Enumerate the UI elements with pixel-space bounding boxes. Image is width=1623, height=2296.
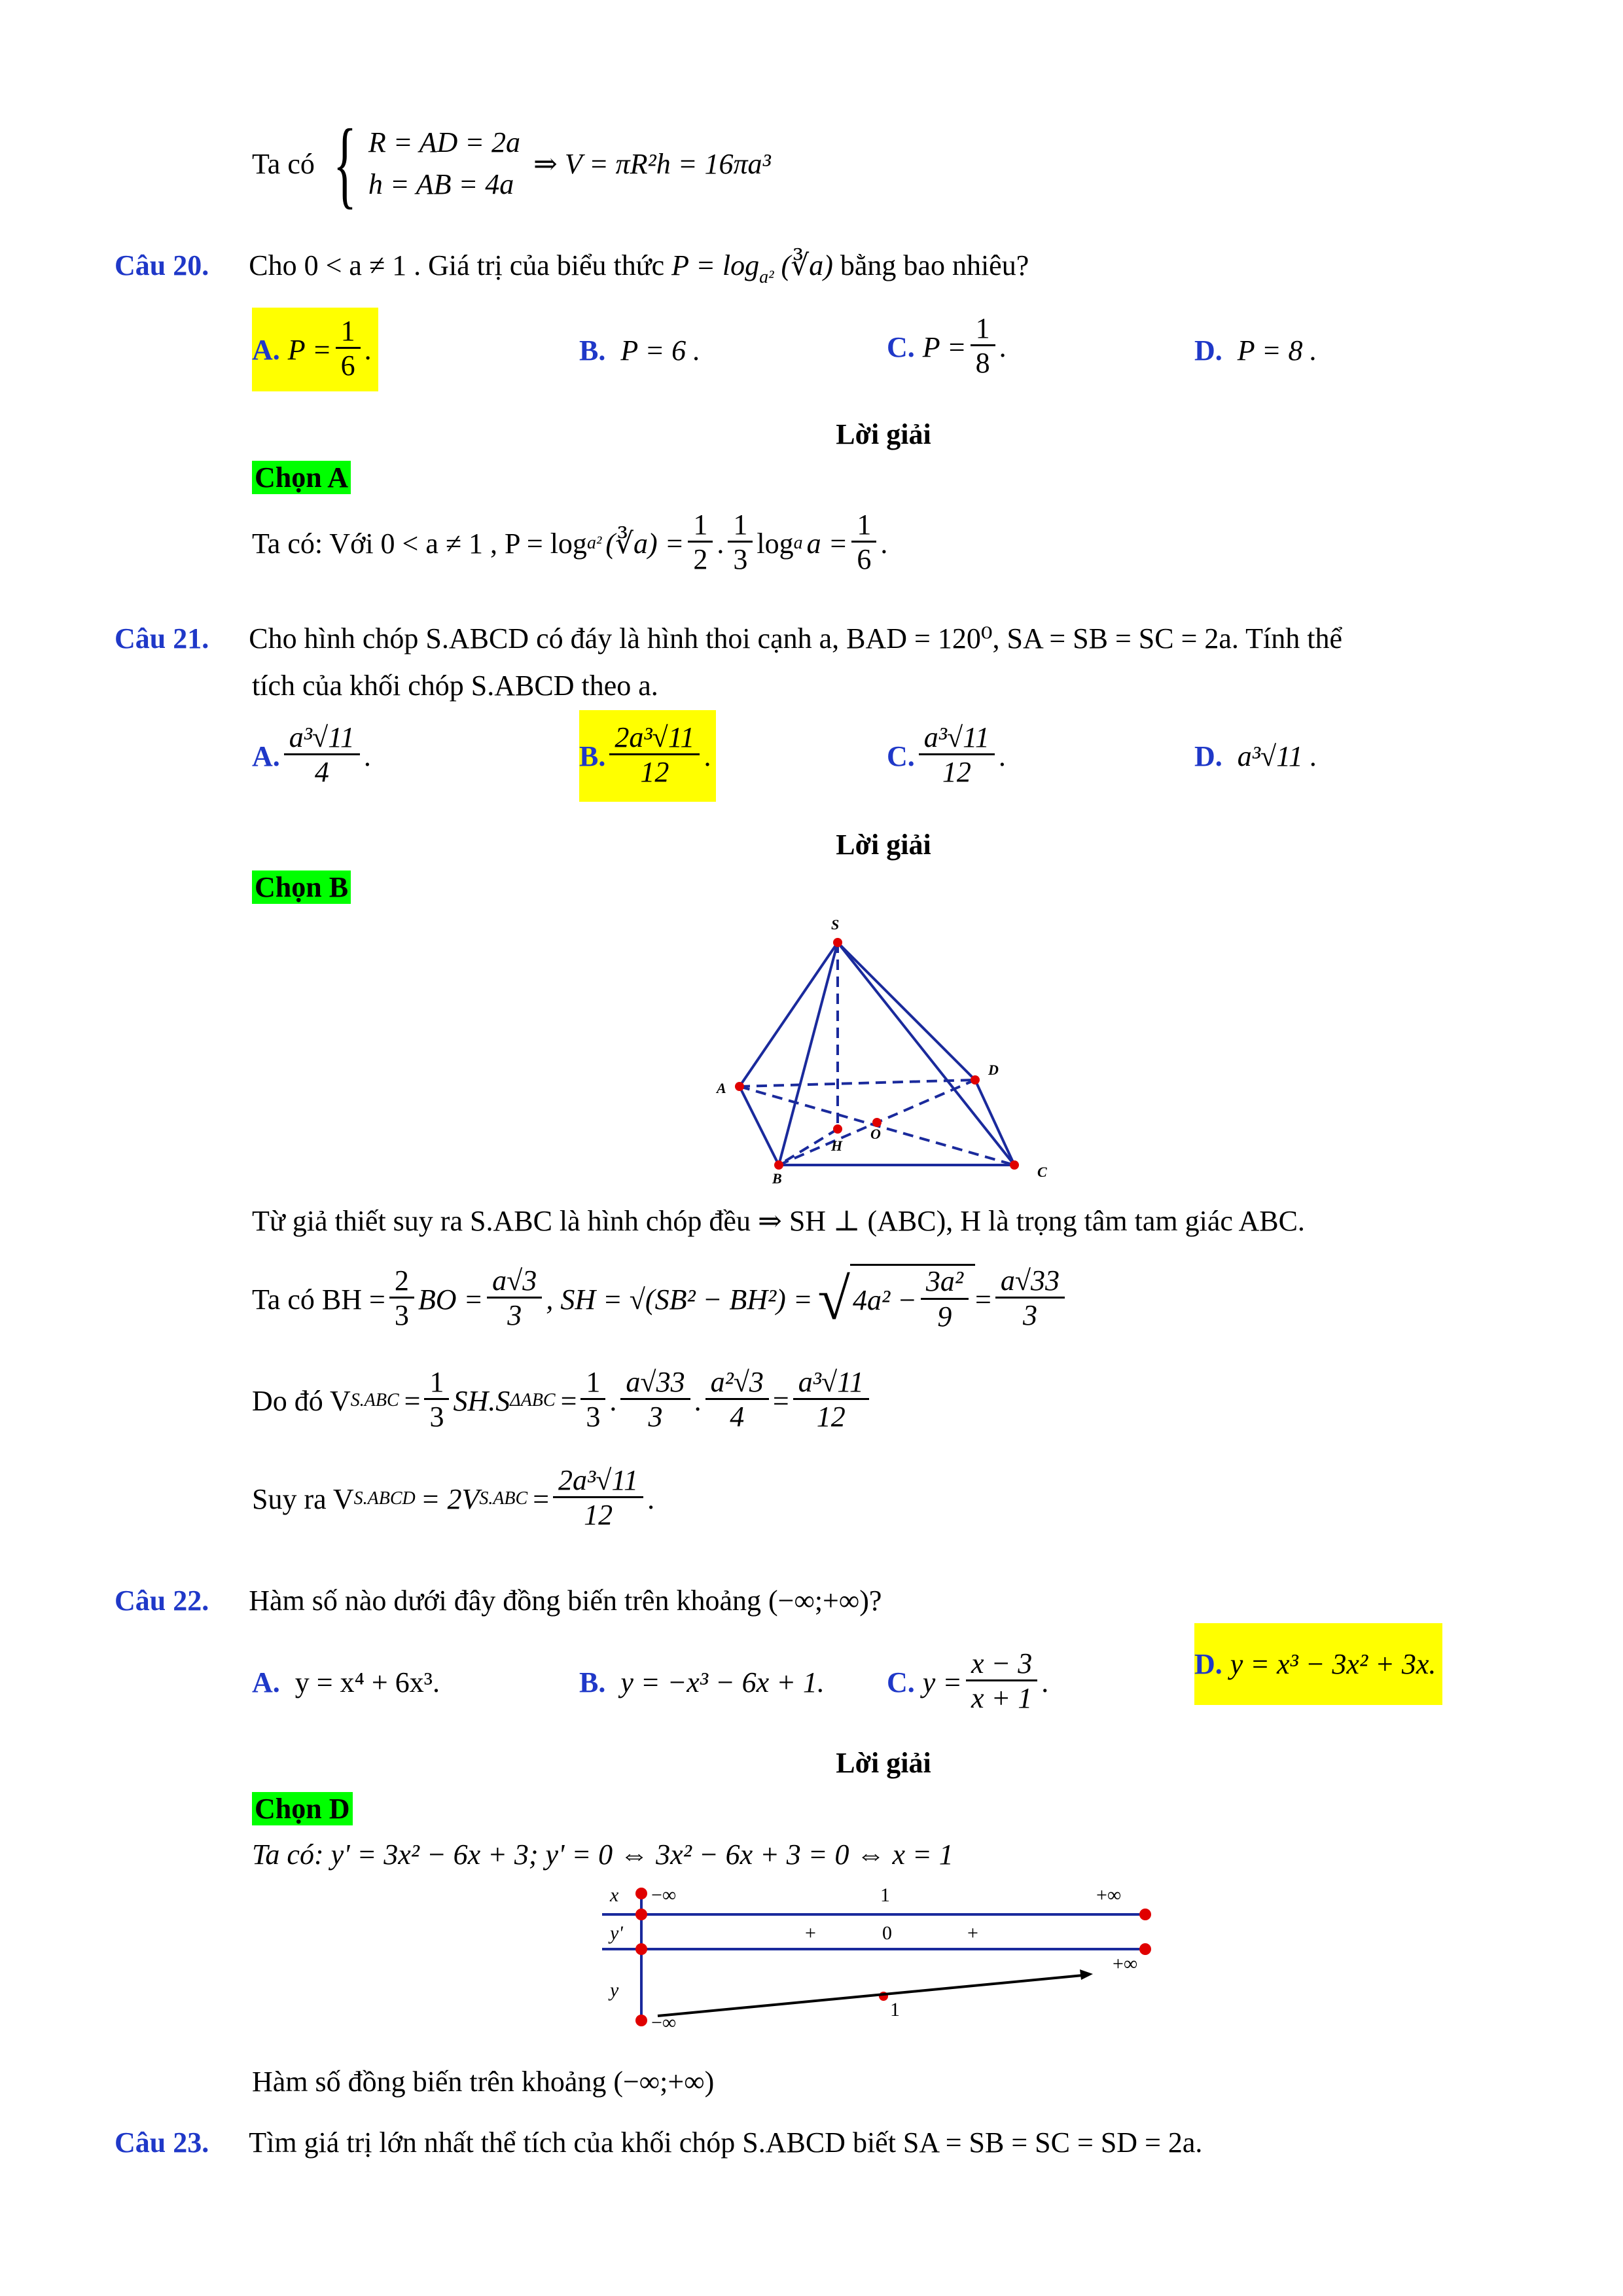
q20-chosen: Chọn A (252, 461, 351, 494)
q22-label: Câu 22. (115, 1585, 209, 1617)
option-pre: P = (287, 333, 332, 366)
frac-num: a³√11 (793, 1367, 869, 1400)
tbl-y: y (610, 1979, 619, 2001)
label-B: B (772, 1170, 782, 1185)
q21-option-d[interactable] (1194, 740, 1317, 773)
frac-num: a√33 (620, 1367, 690, 1400)
edge-SD (838, 942, 975, 1080)
q22-conclusion: Hàm số đồng biến trên khoảng (−∞;+∞) (252, 2066, 715, 2098)
q22-text: Hàm số nào dưới đây đồng biến trên khoảng (−∞;+∞)? (249, 1585, 882, 1617)
sol-eq: = (975, 1283, 991, 1316)
sol-sub2: S.ABC (479, 1488, 528, 1509)
option-letter: D. (1194, 1648, 1222, 1680)
frac-num: a√3 (487, 1265, 542, 1299)
frac-num: a³√11 (284, 722, 360, 755)
q22-sol (252, 1838, 954, 1871)
tbl-minf: −∞ (651, 1884, 677, 1906)
sol-text: Ta có: Với 0 < a ≠ 1 , P = log (252, 527, 587, 560)
sol-text: Ta có BH = (252, 1283, 385, 1316)
edge-SB (779, 942, 838, 1165)
frac-den: 6 (857, 543, 872, 576)
option-value: y = x³ − 3x² + 3x. (1230, 1648, 1436, 1680)
frac-den: 3 (1022, 1299, 1037, 1332)
edge-AD (740, 1080, 975, 1086)
label-C: C (1037, 1164, 1047, 1180)
sol-sub2: ΔABC (510, 1390, 556, 1410)
frac-num: x − 3 (966, 1648, 1037, 1681)
point-1 (635, 1909, 647, 1920)
q23-text: Tìm giá trị lớn nhất thể tích của khối chóp S.ABCD biết SA = SB = SC = SD = 2a. (249, 2126, 1203, 2159)
q20-text-post: bằng bao nhiêu? (840, 249, 1029, 281)
top-lead: Ta có (252, 147, 315, 180)
point-H (833, 1124, 842, 1134)
option-letter: D. (1194, 740, 1222, 772)
frac-den: 6 (340, 350, 355, 382)
q21-sol-line1: Từ giả thiết suy ra S.ABC là hình chóp đều ⇒ SH ⊥ (ABC), H là trọng tâm tam giác ABC. (252, 1205, 1305, 1237)
frac-den: 3 (733, 543, 748, 576)
q21-option-a[interactable]: A. $\frac{\text{a³√11}}{4}$ . (252, 713, 371, 798)
tbl-y-minf: −∞ (651, 2012, 677, 2034)
frac-num: a³√11 (919, 722, 995, 755)
option-letter: B. (579, 1666, 606, 1698)
frac-num: 2a³√11 (609, 722, 700, 755)
q21-sol-line4: Suy ra V S.ABCD = 2V S.ABC = $\frac{\text{2a³√11}}{12}$ . (252, 1456, 654, 1541)
label-O: O (870, 1126, 881, 1142)
point-3 (1139, 1909, 1151, 1920)
option-value: P = 8 . (1237, 334, 1317, 367)
q21-text: Cho hình chóp S.ABCD có đáy là hình thoi cạnh a, BAD = 120⁰, SA = SB = SC = 2a. Tính thể (249, 622, 1342, 655)
frac-num: 2 (389, 1265, 414, 1299)
frac-num: a√33 (995, 1265, 1065, 1299)
point-D (971, 1075, 980, 1085)
q23-stem (115, 2126, 1202, 2159)
point-S (833, 938, 842, 947)
q20-stem (115, 249, 1029, 288)
q22-chosen: Chọn D (252, 1792, 353, 1825)
option-value: a³√11 . (1237, 740, 1317, 772)
frac-num: 1 (728, 509, 753, 543)
sol-eq: = (533, 1482, 550, 1515)
frac-num: 1 (688, 509, 713, 543)
q20-solution: Ta có: Với 0 < a ≠ 1 , P = log a² (∛a) = $\frac{1}{2}$ . $\frac{1}{3}$ log a a = $\frac{1}{6}$ . (252, 504, 887, 583)
option-post: . (364, 333, 372, 366)
frac-den: 12 (816, 1401, 846, 1433)
point-A (735, 1082, 744, 1091)
point-bl (635, 2015, 647, 2026)
frac-den: 12 (584, 1499, 613, 1532)
edge-SA (740, 942, 838, 1086)
q20-option-a[interactable] (252, 308, 378, 391)
sol-mid: BO = (418, 1283, 484, 1316)
tbl-yp: y' (610, 1922, 623, 1944)
option-letter: C. (887, 1666, 915, 1698)
sol-base2: a (793, 533, 803, 553)
top-formula (252, 109, 771, 218)
tbl-x: x (610, 1884, 619, 1906)
arrow-head (1080, 1969, 1093, 1980)
frac-den: 9 (937, 1300, 952, 1333)
top-result: ⇒ V = πR²h = 16πa³ (533, 147, 771, 180)
tbl-plus-2: + (967, 1922, 978, 1944)
q22-option-b[interactable] (579, 1666, 825, 1699)
left-brace: { (332, 109, 357, 218)
frac-den: 12 (942, 756, 971, 789)
tbl-one: 1 (880, 1884, 890, 1906)
q21-sol-line2 (252, 1257, 1069, 1342)
pyramid-figure (694, 903, 1086, 1185)
q20-label: Câu 20. (115, 249, 209, 281)
option-value: y = x⁴ + 6x³. (294, 1666, 440, 1698)
sol-mid: = 2V (420, 1482, 480, 1515)
tbl-zero: 0 (882, 1922, 892, 1944)
frac-den: 3 (394, 1299, 409, 1332)
frac-num: 2a³√11 (553, 1465, 643, 1498)
sol-mid2: , SH = √(SB² − BH²) = (546, 1283, 813, 1316)
label-H: H (831, 1138, 843, 1154)
sol-arg: (∛a) = (605, 527, 685, 560)
edge-AB (740, 1086, 779, 1165)
q22-option-a[interactable] (252, 1666, 440, 1699)
q20-arg: (∛a) (781, 249, 833, 281)
frac-den: x + 1 (971, 1682, 1033, 1715)
frac-den: 3 (507, 1299, 522, 1332)
frac-den: 3 (586, 1401, 601, 1433)
sqrt-body (850, 1264, 975, 1334)
q21-chosen: Chọn B (252, 870, 351, 904)
q20-expr: P = log (671, 249, 760, 281)
q20-option-d[interactable] (1194, 334, 1317, 367)
q21-solution-title: Lời giải (836, 829, 931, 861)
frac-num: a²√3 (705, 1367, 769, 1400)
label-A: A (717, 1080, 726, 1096)
frac-num: 1 (580, 1367, 605, 1400)
option-post: . (1041, 1666, 1049, 1698)
sol-text: Suy ra V (252, 1482, 354, 1515)
sol-end: . (880, 527, 888, 560)
frac-den: 8 (975, 347, 990, 380)
point-2 (635, 1943, 647, 1955)
q23-label: Câu 23. (115, 2126, 209, 2159)
tbl-plus-1: + (805, 1922, 816, 1944)
option-letter: A. (252, 740, 280, 772)
option-value: y = −x³ − 6x + 1. (620, 1666, 825, 1698)
q22-option-d[interactable] (1194, 1623, 1442, 1705)
point-4 (1139, 1943, 1151, 1955)
sol-base: a² (586, 533, 602, 553)
tbl-y-pinf: +∞ (1113, 1953, 1138, 1975)
option-letter: C. (887, 331, 915, 363)
tbl-y-one: 1 (890, 1999, 900, 2020)
frac-den: 3 (648, 1401, 663, 1433)
frac-num: 1 (851, 509, 876, 543)
sol-sub: S.ABC (350, 1390, 399, 1410)
option-value: P = 6 . (620, 334, 701, 367)
point-tl (635, 1888, 647, 1899)
point-B (774, 1160, 783, 1170)
sol-sub: S.ABCD (353, 1488, 416, 1509)
sqrt-sign: √ (817, 1266, 850, 1332)
tbl-pinf: +∞ (1096, 1884, 1122, 1906)
sol-mid2: SH.S (453, 1384, 510, 1417)
q21-sol-line3: Do đó V S.ABC = $\frac{1}{3}$ SH.S ΔABC = $\frac{1}{3}$ . $\frac{a√33}{3}$ . $\frac{\text{a²√3}}{4}$ = $\frac{\text{a³√11}}{12}$ (252, 1358, 873, 1443)
edge-SC (838, 942, 1014, 1165)
option-post: . (999, 331, 1007, 363)
option-letter: C. (887, 740, 915, 772)
sol-mid: a = (806, 527, 848, 560)
system-line-1: R = AD = 2a (368, 126, 520, 158)
frac-den: 3 (429, 1401, 444, 1433)
sol-log: log (757, 527, 794, 560)
q21-label: Câu 21. (115, 622, 209, 655)
variation-table (596, 1882, 1158, 2045)
option-pre: y = (922, 1666, 963, 1698)
option-letter: D. (1194, 334, 1222, 367)
q21-option-b[interactable]: B. $\frac{\text{2a³√11}}{12}$ . (579, 710, 716, 802)
frac-den: 2 (693, 543, 708, 576)
q22-solution-title: Lời giải (836, 1747, 931, 1779)
q22-stem (115, 1584, 882, 1617)
arrow-line (658, 1975, 1083, 2016)
q20-solution-title: Lời giải (836, 418, 931, 450)
point-C (1010, 1160, 1019, 1170)
q21-stem-line2: tích của khối chóp S.ABCD theo a. (252, 670, 658, 702)
frac-den: 4 (730, 1401, 745, 1433)
sol-eq2: = (560, 1384, 577, 1417)
q20-option-b[interactable] (579, 334, 700, 367)
q20-option-c[interactable] (887, 308, 1007, 386)
option-letter: B. (579, 740, 606, 772)
frac-num: 1 (424, 1367, 449, 1400)
frac-den: 12 (640, 756, 669, 789)
label-D: D (988, 1062, 999, 1078)
option-letter: A. (252, 333, 280, 366)
sol-text: Do đó V (252, 1384, 351, 1417)
system-line-2: h = AB = 4a (368, 168, 514, 200)
q22-option-c[interactable] (887, 1640, 1048, 1725)
system (368, 122, 520, 206)
frac-num: 1 (336, 315, 361, 349)
q20-text: Cho 0 < a ≠ 1 . Giá trị của biểu thức (249, 249, 665, 281)
option-pre: P = (922, 331, 967, 363)
option-letter: B. (579, 334, 606, 367)
sol-eq: = (404, 1384, 421, 1417)
frac-num: 1 (971, 313, 995, 346)
frac-num: 3a² (921, 1266, 969, 1299)
option-letter: A. (252, 1666, 280, 1698)
label-S: S (831, 916, 840, 933)
sol-text: Ta có: y' = 3x² − 6x + 3; y' = 0 ⇔ 3x² − 6x + 3 = 0 ⇔ x = 1 (252, 1839, 954, 1871)
q20-base: a² (759, 267, 774, 287)
frac-den: 4 (314, 756, 329, 789)
sqrt-text: 4a² − (852, 1284, 917, 1316)
q21-option-c[interactable]: C. $\frac{\text{a³√11}}{12}$ . (887, 713, 1006, 798)
q21-stem-line1 (115, 622, 1342, 655)
